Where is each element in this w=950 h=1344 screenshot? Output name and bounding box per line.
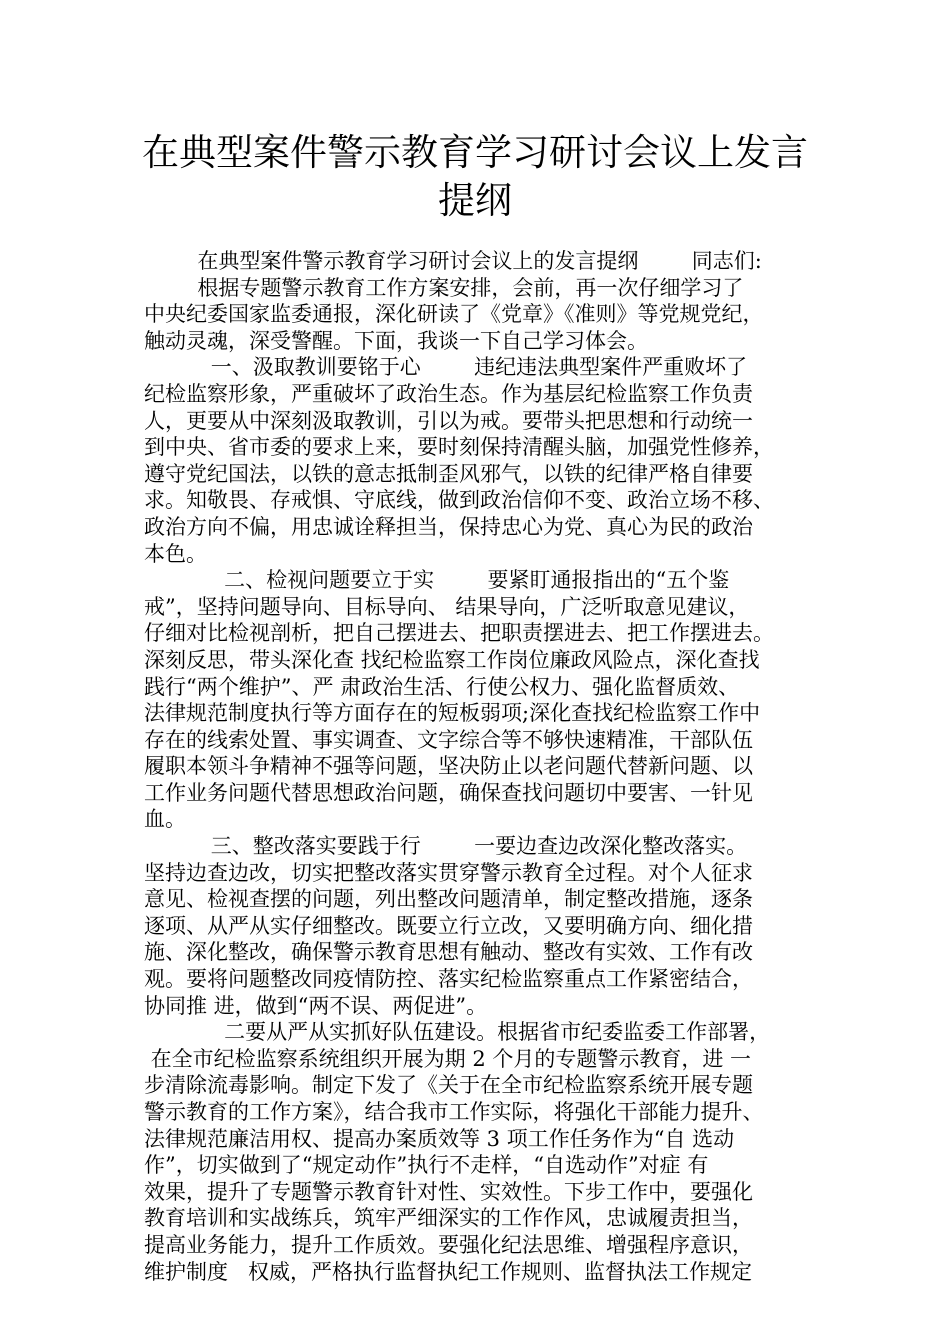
- body-text-line: 人，更要从中深刻汲取教训，引以为戒。要带头把思想和行动统一: [144, 408, 753, 433]
- body-text-line: 施、深化整改，确保警示教育思想有触动、整改有实效、工作有改: [144, 940, 753, 965]
- body-text-line: 坚持边查边改，切实把整改落实贯穿警示教育全过程。对个人征求: [144, 860, 753, 885]
- document-title-line-2: 提纲: [438, 179, 512, 222]
- body-text-line: 履职本领斗争精神不强等问题，坚决防止以老问题代替新问题、以: [144, 754, 753, 779]
- body-text-line: 血。: [144, 807, 186, 832]
- body-text-line: 法律规范廉洁用权、提高办案质效等 3 项工作任务作为“自 选动: [144, 1126, 735, 1151]
- body-text-line: 遵守党纪国法，以铁的意志抵制歪风邪气，以铁的纪律严格自律要: [144, 461, 753, 486]
- body-text-line: 深刻反思，带头深化查 找纪检监察工作岗位廉政风险点，深化查找: [144, 647, 760, 672]
- body-text-line: 意见、检视查摆的问题，列出整改问题清单，制定整改措施，逐条: [144, 887, 753, 912]
- document-title-line-1: 在典型案件警示教育学习研讨会议上发言: [142, 131, 808, 174]
- body-text-line: 观。要将问题整改同疫情防控、落实纪检监察重点工作紧密结合，: [144, 967, 753, 992]
- body-text-line: 根据专题警示教育工作方案安排，会前，再一次仔细学习了: [144, 275, 744, 300]
- body-text-line: 工作业务问题代替思想政治问题，确保查找问题切中要害、一针见: [144, 780, 753, 805]
- document-body: [144, 248, 824, 1285]
- body-text-line: 维护制度 权威，严格执行监督执纪工作规则、监督执法工作规定: [144, 1259, 753, 1284]
- body-text-line: 三、整改落实要践于行 一要边查边改深化整改落实。: [144, 834, 748, 859]
- body-text-line: 戒”，坚持问题导向、目标导向、 结果导向，广泛听取意见建议，: [144, 594, 750, 619]
- body-text-line: 一、汲取教训要铭于心 违纪违法典型案件严重败坏了: [144, 355, 748, 380]
- body-text-line: 存在的线索处置、事实调查、文字综合等不够快速精准，干部队伍: [144, 727, 753, 752]
- body-text-line: 提高业务能力，提升工作质效。要强化纪法思维、增强程序意识，: [144, 1232, 753, 1257]
- body-text-line: 仔细对比检视剖析，把自己摆进去、把职责摆进去、把工作摆进去。: [144, 621, 774, 646]
- body-text-line: 协同推 进，做到“两不误、两促进”。: [144, 993, 488, 1018]
- body-text-line: 逐项、从严从实仔细整改。既要立行立改，又要明确方向、细化措: [144, 913, 753, 938]
- body-text-line: 本色。: [144, 541, 207, 566]
- body-text-line: 二、检视问题要立于实 要紧盯通报指出的“五个鉴: [144, 568, 730, 593]
- body-text-line: 法律规范制度执行等方面存在的短板弱项;深化查找纪检监察工作中: [144, 701, 761, 726]
- body-text-line: 警示教育的工作方案》，结合我市工作实际，将强化干部能力提升、: [144, 1100, 764, 1124]
- body-text-line: 作”，切实做到了“规定动作”执行不走样，“自选动作”对症 有: [144, 1153, 709, 1178]
- body-text-line: 到中央、省市委的要求上来，要时刻保持清醒头脑，加强党性修养，: [144, 435, 774, 460]
- body-text-line: 求。知敬畏、存戒惧、守底线，做到政治信仰不变、政治立场不移、: [144, 488, 774, 513]
- body-text-line: 二要从严从实抓好队伍建设。根据省市纪委监委工作部署，: [144, 1020, 771, 1045]
- body-text-line: 效果，提升了专题警示教育针对性、实效性。下步工作中，要强化: [144, 1179, 753, 1204]
- body-text-line: 步清除流毒影响。制定下发了《关于在全市纪检监察系统开展专题: [144, 1073, 753, 1098]
- body-text-line: 政治方向不偏，用忠诚诠释担当，保持忠心为党、真心为民的政治: [144, 514, 753, 539]
- body-text-line: 教育培训和实战练兵，筑牢严细深实的工作作风，忠诚履责担当，: [144, 1206, 753, 1231]
- body-text-line: 纪检监察形象，严重破坏了政治生态。作为基层纪检监察工作负责: [144, 381, 753, 406]
- body-text-line: 在全市纪检监察系统组织开展为期 2 个月的专题警示教育，进 一: [144, 1046, 752, 1071]
- body-text-line: 中央纪委国家监委通报，深化研读了《党章》《准则》等党规党纪，: [144, 302, 764, 327]
- body-text-line: 在典型案件警示教育学习研讨会议上的发言提纲 同志们:: [144, 249, 762, 273]
- body-text-line: 践行“两个维护”、严 肃政治生活、行使公权力、强化监督质效、: [144, 674, 740, 699]
- body-text-line: 触动灵魂，深受警醒。下面，我谈一下自己学习体会。: [144, 328, 648, 353]
